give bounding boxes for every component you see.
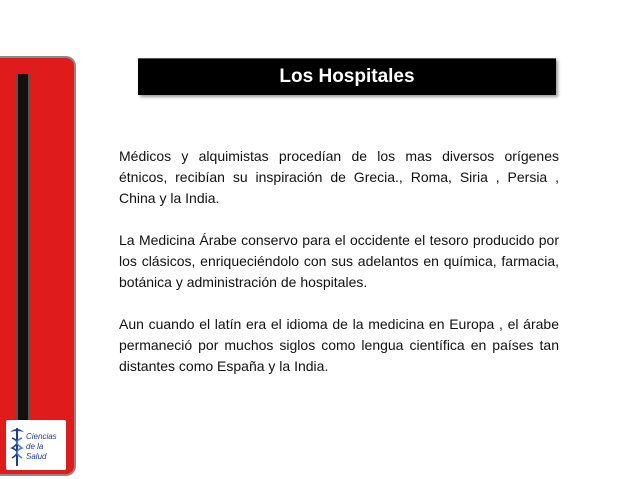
paragraph-2: La Medicina Árabe conservo para el occidente el tesoro producido por los clásicos, enriqueciéndolo con sus adelantos en química, farmacia, botánica y administración de hospitales. — [119, 232, 559, 290]
sidebar-stripe — [16, 74, 30, 426]
paragraph-3: Aun cuando el latín era el idioma de la medicina en Europa , el árabe permaneció por muchos siglos como lengua científica en países tan distantes como España y la India. — [119, 316, 559, 374]
title-bar — [138, 58, 556, 95]
slide-title: Los Hospitales — [279, 66, 415, 87]
caduceus-icon — [8, 424, 26, 468]
logo-line-1: Ciencias — [26, 432, 57, 441]
sidebar-panel — [0, 56, 76, 476]
logo — [6, 420, 66, 470]
slide-body — [119, 146, 559, 398]
paragraph-1: Médicos y alquimistas procedían de los mas diversos orígenes étnicos, recibían su inspiración de Grecia., Roma, Siria , Persia , China y la India. — [119, 148, 559, 206]
logo-line-2: de la Salud — [26, 442, 47, 461]
logo-text — [26, 432, 66, 462]
